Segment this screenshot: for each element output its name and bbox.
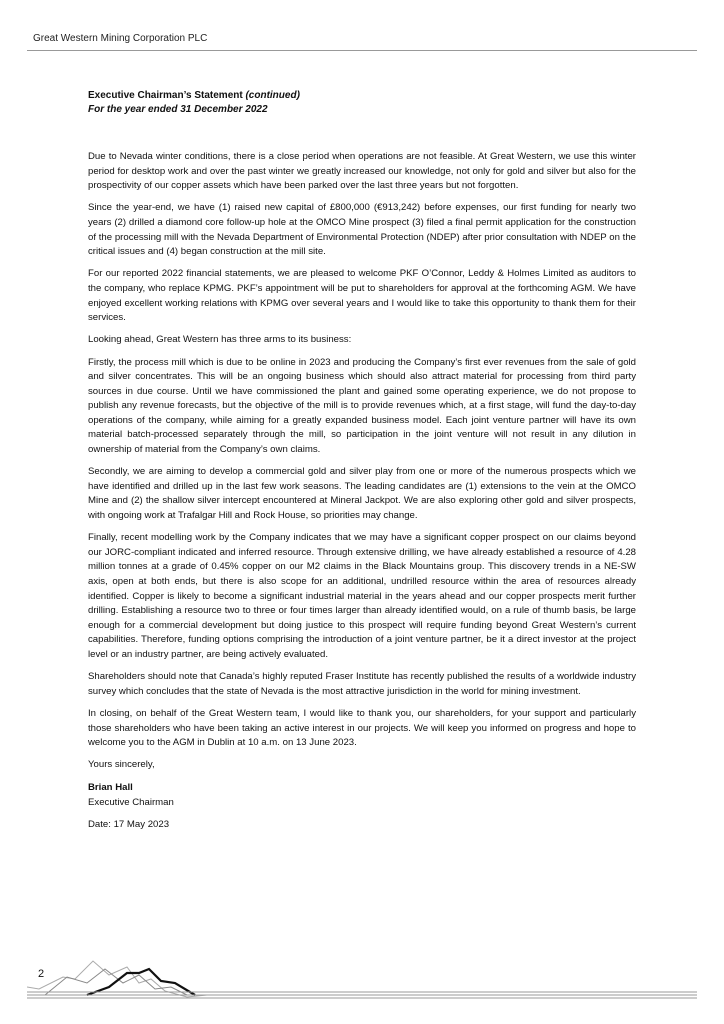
paragraph: Firstly, the process mill which is due to be online in 2023 and producing the Company’s first ever revenues from the sale of gold and silver concentrates. This will be an ongoing business which should also attract material for processing from third party sources in due course. Until we have commissioned the plant and gained some operating experience, we do not propose to publish any revenue forecasts, but the objective of the mill is to provide revenues which, at a first stage, will fund the day-to-day operations of the company, while aiming for a greatly expanded business model. Each joint venture partner will have its own material batch-processed separately through the mill, so participation in the joint venture will not result in any dilution in ownership of material from the Company’s own claims. (88, 356, 636, 456)
statement-date: Date: 17 May 2023 (88, 819, 170, 831)
paragraph: Due to Nevada winter conditions, there is a close period when operations are not feasible. At Great Western, we use this winter period for desktop work and over the past winter we greatly increased our knowledge, not only for gold and silver but also for the prospectivity of our copper assets which have been parked over the last three years but not forgotten. (88, 151, 636, 192)
paragraph: For our reported 2022 financial statements, we are pleased to welcome PKF O’Connor, Leddy & Holmes Limited as auditors to the company, who replace KPMG. PKF’s appointment will be put to shareholders for approval at the forthcoming AGM. We have enjoyed excellent working relations with KPMG over several years and I would like to take this opportunity to thank them for their services. (88, 268, 636, 324)
paragraph: Since the year-end, we have (1) raised new capital of £800,000 (€913,242) before expenses, our first funding for nearly two years (2) drilled a diamond core follow-up hole at the OMCO Mine prospect (3) filed a final permit application for the construction of the processing mill with the Nevada Department of Environmental Protection (NDEP) after prior consultation with NDEP on the critical issues and (4) began construction at the mill site. (88, 202, 636, 258)
paragraph: Finally, recent modelling work by the Company indicates that we may have a significant copper prospect on our claims beyond our JORC-compliant indicated and inferred resource. Through extensive drilling, we have already established a resource of 4.28 million tonnes at a grade of 0.45% copper on our M2 claims in the Black Mountains group. This discovery trends in a NE-SW axis, open at both ends, but there is also scope for an additional, undrilled resource within the area of resources already identified. Copper is likely to become a significant industrial material in the years ahead and our copper prospects merit further drilling. Establishing a resource two to three or four times larger than already identified would, on a rule of thumb basis, be large enough for a commercial development but doing justice to this prospect will require funding beyond Great Western’s current capabilities. Therefore, funding options comprising the introduction of a joint venture partner, be it a direct investor at the project level or an industry partner, are being actively evaluated. (88, 532, 636, 660)
statement-period: For the year ended 31 December 2022 (88, 104, 268, 115)
statement-continued: (continued) (245, 90, 300, 101)
paragraph: Secondly, we are aiming to develop a commercial gold and silver play from one or more of the numerous prospects which we have identified and drilled up in the last few work seasons. The leading candidates are (1) extensions to the vein at the OMCO Mine and (2) the shallow silver intercept encountered at Mineral Jackpot. We are also exploring other gold and silver prospects, with ongoing work at Trafalgar Hill and Rock House, so priorities may change. (88, 466, 636, 522)
paragraph: Shareholders should note that Canada’s highly reputed Fraser Institute has recently published the results of a worldwide industry survey which concludes that the state of Nevada is the most attractive jurisdiction in the world for mining investment. (88, 671, 636, 697)
signatory-role: Executive Chairman (88, 796, 174, 808)
page-number: 2 (38, 968, 45, 980)
company-name: Great Western Mining Corporation PLC (33, 33, 208, 44)
signatory-name: Brian Hall (88, 781, 133, 793)
mountain-footer-logo (27, 955, 697, 1005)
closing-salutation: Yours sincerely, (88, 759, 155, 771)
statement-title: Executive Chairman’s Statement (88, 90, 243, 101)
paragraph: Looking ahead, Great Western has three arms to its business: (88, 334, 352, 346)
statement-title-block (88, 89, 300, 117)
signature-block (88, 781, 636, 833)
paragraph: In closing, on behalf of the Great Western team, I would like to thank you, our shareholders, for your support and particularly those shareholders who have been taking an active interest in our projects. We will keep you informed on progress and hope to welcome you to the AGM in Dublin at 10 a.m. on 13 June 2023. (88, 707, 636, 749)
statement-body (88, 150, 636, 833)
header-divider (27, 50, 697, 51)
